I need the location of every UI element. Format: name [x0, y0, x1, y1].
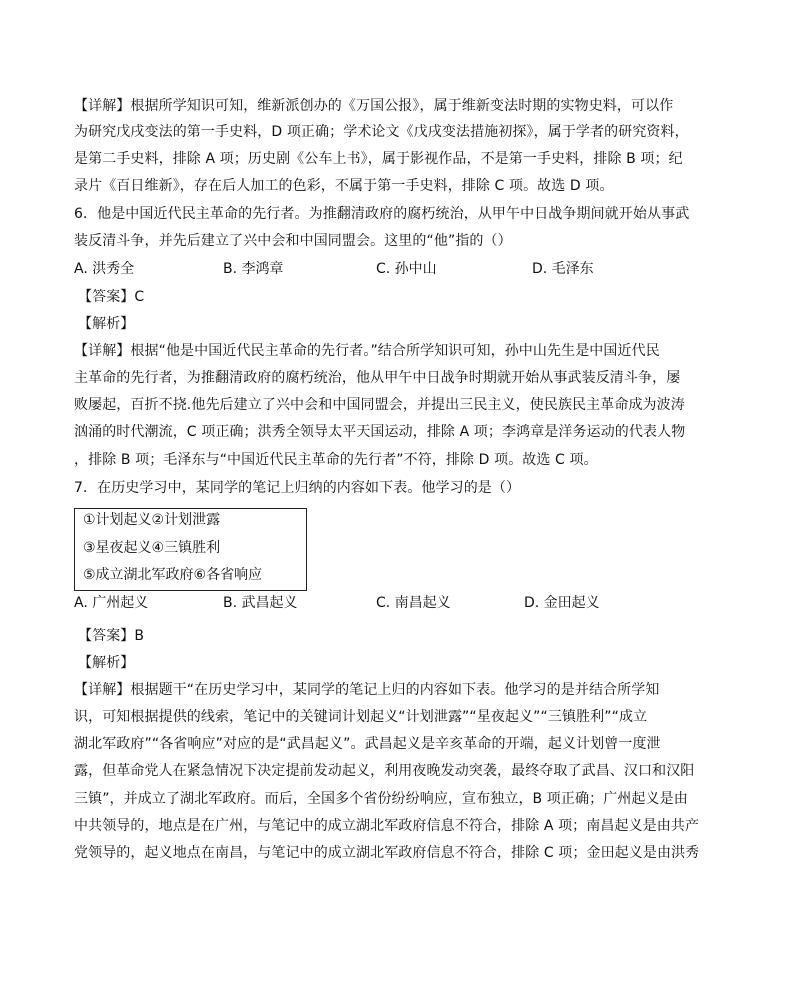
q6-option-d: D. 毛泽东	[532, 261, 594, 277]
q6-explain-line: 汹涌的时代潮流，C 项正确；洪秀全领导太平天国运动，排除 A 项；李鸿章是洋务运动的代表人物	[74, 424, 686, 440]
q6-explain-line: ，排除 B 项；毛泽东与“中国近代民主革命的先行者”不符，排除 D 项。故选 C 项。	[74, 452, 598, 468]
q7-explain-line: 党领导的，起义地点在南昌，与笔记中的成立湖北军政府信息不符合，排除 C 项；金田起义是由洪秀	[74, 845, 700, 861]
q7-stem: 7．在历史学习中，某同学的笔记上归纳的内容如下表。他学习的是（）	[74, 480, 521, 496]
q7-option-a: A. 广州起义	[74, 595, 149, 611]
q6-option-b: B. 李鸿章	[223, 261, 284, 277]
q7-analysis-label: 【解析】	[78, 655, 135, 671]
q6-stem-line: 装反清斗争，并先后建立了兴中会和中国同盟会。这里的“他”指的（）	[74, 233, 512, 249]
q5-explain-line: 是第二手史料，排除 A 项；历史剧《公车上书》，属于影视作品，不是第一手史料，排除 B 项；纪	[74, 151, 683, 167]
q5-explain-line: 录片《百日维新》，存在后人加工的色彩，不属于第一手史料，排除 C 项。故选 D 项。	[74, 178, 614, 194]
q5-explain-line: 为研究戊戌变法的第一手史料，D 项正确；学术论文《戊戌变法措施初探》，属于学者的研究资料，	[74, 124, 689, 140]
q6-explain-line: 【详解】根据“他是中国近代民主革命的先行者。”结合所学知识可知，孙中山先生是中国近代民	[74, 343, 660, 359]
q7-explain-line: 识，可知根据提供的线索，笔记中的关键词计划起义“计划泄露”“星夜起义”“三镇胜利”“成立	[74, 709, 648, 725]
q7-explain-line: 湖北军政府”“各省响应”对应的是“武昌起义”。武昌起义是辛亥革命的开端，起义计划曾一度泄	[74, 736, 661, 752]
q7-option-b: B. 武昌起义	[223, 595, 298, 611]
q7-explain-line: 露，但革命党人在紧急情况下决定提前发动起义，利用夜晚发动突袭，最终夺取了武昌、汉口和汉阳	[74, 763, 695, 779]
q7-note-table	[74, 508, 307, 591]
q6-analysis-label: 【解析】	[78, 316, 135, 332]
q6-option-c: C. 孙中山	[376, 261, 437, 277]
q7-note-row: ⑤成立湖北军政府⑥各省响应	[83, 567, 263, 583]
q6-explain-line: 败屡起，百折不挠.他先后建立了兴中会和中国同盟会，并提出三民主义，使民族民主革命成为波涛	[74, 397, 685, 413]
q6-stem-line: 6．他是中国近代民主革命的先行者。为推翻清政府的腐朽统治，从甲午中日战争期间就开始从事武	[74, 206, 690, 222]
q5-explain-line: 【详解】根据所学知识可知，维新派创办的《万国公报》，属于维新变法时期的实物史料，可以作	[74, 98, 674, 114]
q7-explain-line: 中共领导的，地点是在广州，与笔记中的成立湖北军政府信息不符合，排除 A 项；南昌起义是由共产	[74, 818, 700, 834]
q7-option-d: D. 金田起义	[524, 595, 600, 611]
q7-note-row: ③星夜起义④三镇胜利	[83, 540, 221, 556]
q7-note-row: ①计划起义②计划泄露	[83, 512, 221, 528]
q6-option-a: A. 洪秀全	[74, 261, 135, 277]
q7-explain-line: 三镇”，并成立了湖北军政府。而后，全国多个省份纷纷响应，宣布独立，B 项正确；广州起义是由	[74, 791, 688, 807]
q7-option-c: C. 南昌起义	[376, 595, 451, 611]
q7-explain-line: 【详解】根据题干“在历史学习中，某同学的笔记上归的内容如下表。他学习的是并结合所学知	[74, 682, 660, 698]
q6-explain-line: 主革命的先行者，为推翻清政府的腐朽统治，他从甲午中日战争时期就开始从事武装反清斗争，屡	[74, 370, 681, 386]
q6-answer: 【答案】C	[78, 289, 145, 305]
q7-answer: 【答案】B	[78, 628, 145, 644]
